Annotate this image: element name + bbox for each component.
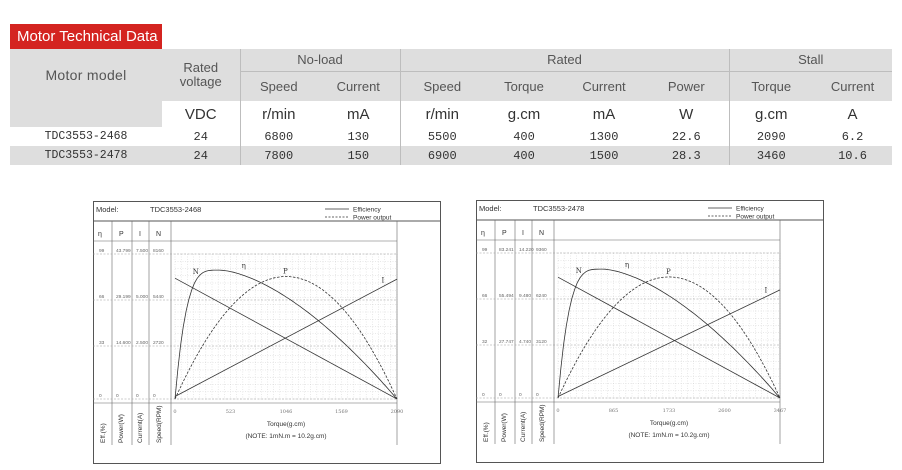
- level-value: 0: [519, 393, 522, 398]
- legend-efficiency-label: Efficiency: [736, 205, 764, 213]
- level-value: 0: [116, 394, 119, 399]
- chart-model-name: TDC3553-2468: [150, 205, 202, 214]
- legend-efficiency-label: Efficiency: [353, 206, 381, 214]
- performance-chart-svg: [93, 201, 441, 464]
- current-curve-label: I: [764, 286, 768, 295]
- row-model: TDC3553-2478: [10, 146, 162, 165]
- level-value: 33: [99, 341, 105, 346]
- noload-speed-header: Speed: [240, 71, 317, 101]
- speed-curve: [558, 277, 780, 398]
- axis-title-rotated: Power(W): [118, 414, 125, 443]
- unit-rated-current: mA: [564, 101, 644, 127]
- row-rated-speed: 6900: [400, 146, 484, 165]
- left-column-header: P: [119, 231, 124, 238]
- unit-rated-torque: g.cm: [484, 101, 564, 127]
- row-voltage: 24: [162, 127, 240, 146]
- unit-rated-speed: r/min: [400, 101, 484, 127]
- row-rated-power: 28.3: [644, 146, 729, 165]
- chart-model-label: Model:: [96, 205, 119, 214]
- power-curve-label: P: [283, 267, 288, 276]
- axis-title-rotated: Eff.(%): [100, 423, 107, 443]
- level-value: 99: [99, 249, 105, 254]
- rated-power-header: Power: [644, 71, 729, 101]
- level-value: 14.220: [519, 248, 534, 253]
- section-title: Motor Technical Data: [10, 24, 162, 49]
- x-tick-label: 1733: [662, 408, 676, 414]
- unit-noload-current: mA: [317, 101, 400, 127]
- axis-title-rotated: Speed(RPM): [156, 405, 163, 443]
- chart-model-label: Model:: [479, 204, 502, 213]
- level-value: 2.500: [136, 341, 149, 346]
- x-tick-label: 1569: [335, 409, 348, 415]
- performance-chart-2468: [93, 201, 441, 464]
- row-rated-current: 1300: [564, 127, 644, 146]
- axis-title-rotated: Eff.(%): [483, 422, 490, 442]
- rated-torque-header: Torque: [484, 71, 564, 101]
- table-row: [10, 127, 892, 146]
- x-tick-label: 2090: [390, 409, 404, 415]
- x-tick-label: 2600: [718, 408, 731, 414]
- x-tick-label: 1046: [279, 409, 293, 415]
- row-voltage: 24: [162, 146, 240, 165]
- row-rated-torque: 400: [484, 127, 564, 146]
- level-value: 55.494: [499, 294, 514, 299]
- chart-note: (NOTE: 1mN.m = 10.2g.cm): [245, 433, 327, 440]
- legend-power-label: Power output: [736, 213, 775, 221]
- left-column-header: I: [522, 230, 524, 237]
- row-noload-speed: 6800: [240, 127, 317, 146]
- efficiency-curve-label: η: [624, 261, 630, 270]
- axis-title-rotated: Current(A): [137, 412, 144, 443]
- motor-spec-table: [10, 49, 892, 165]
- unit-noload-speed: r/min: [240, 101, 317, 127]
- stall-current-header: Current: [813, 71, 892, 101]
- row-noload-speed: 7800: [240, 146, 317, 165]
- left-column-header: N: [539, 230, 545, 237]
- model-header: Motor model: [10, 49, 162, 101]
- axis-title-rotated: Power(W): [501, 413, 508, 442]
- row-stall-current: 10.6: [813, 146, 892, 165]
- left-column-header: I: [139, 231, 141, 238]
- noload-group-header: No-load: [240, 49, 400, 71]
- row-stall-torque: 2090: [729, 127, 813, 146]
- row-rated-power: 22.6: [644, 127, 729, 146]
- performance-chart-2478: [476, 200, 824, 463]
- left-column-header: η: [98, 231, 102, 238]
- unit-voltage: VDC: [162, 101, 240, 127]
- x-axis-title: Torque(g.cm): [266, 421, 306, 428]
- level-value: 9.480: [519, 294, 532, 299]
- level-value: 0: [482, 393, 485, 398]
- unit-stall-torque: g.cm: [729, 101, 813, 127]
- level-value: 0: [536, 393, 539, 398]
- level-value: 0: [99, 394, 102, 399]
- noload-current-header: Current: [317, 71, 400, 101]
- level-value: 43.799: [116, 249, 131, 254]
- level-value: 27.747: [499, 340, 514, 345]
- level-value: 32: [482, 340, 488, 345]
- row-rated-torque: 400: [484, 146, 564, 165]
- level-value: 14.600: [116, 341, 131, 346]
- level-value: 8160: [153, 249, 164, 254]
- level-value: 66: [99, 295, 105, 300]
- stall-group-header: Stall: [729, 49, 892, 71]
- level-value: 83.241: [499, 248, 514, 253]
- x-axis-title: Torque(g.cm): [649, 420, 689, 427]
- rated-speed-header: Speed: [400, 71, 484, 101]
- current-curve-label: I: [381, 276, 385, 285]
- level-value: 5.000: [136, 295, 149, 300]
- speed-curve-label: N: [575, 267, 582, 276]
- row-stall-torque: 3460: [729, 146, 813, 165]
- axis-title-rotated: Current(A): [520, 411, 527, 442]
- speed-curve-label: N: [192, 268, 199, 277]
- x-tick-label: 523: [225, 409, 236, 415]
- level-value: 4.740: [519, 340, 532, 345]
- left-column-header: N: [156, 231, 162, 238]
- row-model: TDC3553-2468: [10, 127, 162, 146]
- left-column-header: P: [502, 230, 507, 237]
- unit-blank: [10, 101, 162, 127]
- unit-rated-power: W: [644, 101, 729, 127]
- rated-voltage-header: Rated voltage: [162, 49, 240, 101]
- level-value: 7.500: [136, 249, 149, 254]
- level-value: 29.199: [116, 295, 131, 300]
- rated-group-header: Rated: [400, 49, 729, 71]
- rated-current-header: Current: [564, 71, 644, 101]
- unit-stall-current: A: [813, 101, 892, 127]
- level-value: 0: [499, 393, 502, 398]
- level-value: 2720: [153, 341, 164, 346]
- row-stall-current: 6.2: [813, 127, 892, 146]
- power-curve-label: P: [665, 267, 671, 276]
- x-tick-label: 3467: [773, 408, 787, 414]
- performance-chart-svg: [476, 200, 824, 463]
- row-rated-current: 1500: [564, 146, 644, 165]
- level-value: 0: [136, 394, 139, 399]
- axis-title-rotated: Speed(RPM): [539, 404, 546, 442]
- x-tick-label: 0: [556, 408, 560, 414]
- row-rated-speed: 5500: [400, 127, 484, 146]
- level-value: 5440: [153, 295, 164, 300]
- row-noload-current: 130: [317, 127, 400, 146]
- stall-torque-header: Torque: [729, 71, 813, 101]
- x-tick-label: 865: [608, 408, 619, 414]
- left-column-header: η: [481, 230, 485, 237]
- level-value: 0: [153, 394, 156, 399]
- efficiency-curve-label: η: [241, 262, 246, 271]
- level-value: 9360: [536, 248, 547, 253]
- level-value: 6240: [536, 294, 547, 299]
- row-noload-current: 150: [317, 146, 400, 165]
- level-value: 99: [482, 248, 488, 253]
- level-value: 3120: [536, 340, 547, 345]
- legend-power-label: Power output: [353, 214, 392, 222]
- table-row: [10, 146, 892, 165]
- level-value: 66: [482, 294, 488, 299]
- x-tick-label: 0: [173, 409, 177, 415]
- chart-note: (NOTE: 1mN.m = 10.2g.cm): [628, 432, 710, 439]
- chart-model-name: TDC3553-2478: [533, 204, 585, 213]
